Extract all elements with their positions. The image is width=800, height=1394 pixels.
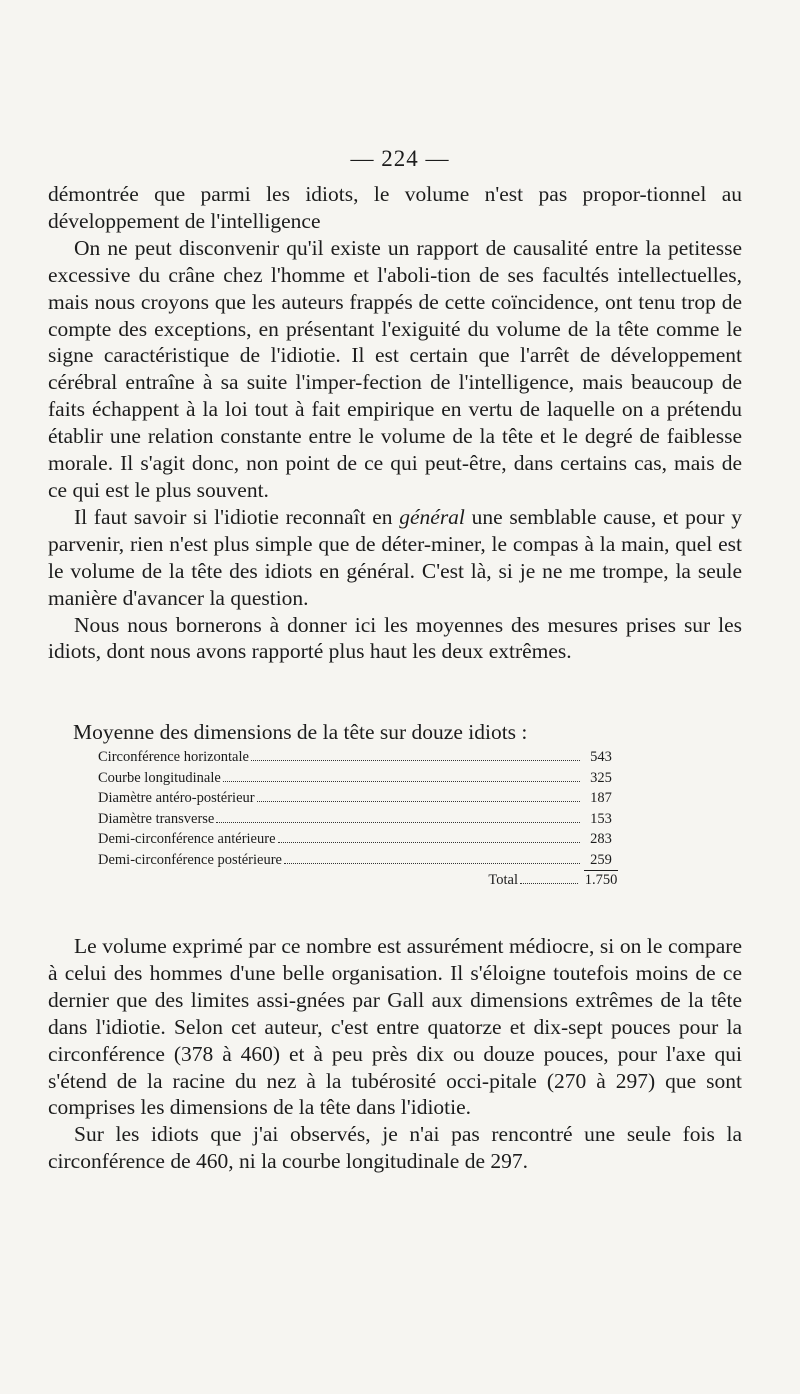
row-label: Diamètre antéro-postérieur	[98, 790, 255, 806]
table-heading: Moyenne des dimensions de la tête sur douze idiots :	[73, 720, 528, 744]
table-row	[98, 809, 618, 830]
dot-leader	[278, 842, 580, 843]
paragraph-text: Il faut savoir si l'idiotie reconnaît en	[74, 504, 400, 529]
table-row	[98, 850, 618, 871]
paragraph: On ne peut disconvenir qu'il existe un rapport de causalité entre la petitesse excessive du crâne chez l'homme et l'aboli-tion de ses facultés intellectuelles, mais nous croyons que les auteurs frappés de cette coïncidence, ont tenu trop de compte des exceptions, en présentant l'exiguité du volume de la tête comme le signe caractéristique de l'idiotie. Il est certain que l'arrêt de développement cérébral entraîne à sa suite l'imper-fection de l'intelligence, mais beaucoup de faits échappent à la loi tout à fait empirique en vertu de laquelle on a prétendu établir une relation constante entre le volume de la tête et le degré de faiblesse morale. Il s'agit donc, non point de ce qui peut-être, dans certains cas, mais de ce qui est le plus souvent.	[48, 235, 742, 502]
table-row	[98, 788, 618, 809]
dot-leader	[251, 760, 580, 761]
paragraph: Sur les idiots que j'ai observés, je n'ai pas rencontré une seule fois la circonférence de 460, ni la courbe longitudinale de 297.	[48, 1122, 742, 1174]
row-value: 283	[590, 831, 612, 847]
measurement-table	[98, 747, 618, 891]
row-label: Diamètre transverse	[98, 810, 215, 827]
dot-leader	[216, 822, 580, 823]
row-value: 325	[590, 769, 612, 786]
emphasized-word: général	[399, 504, 465, 529]
row-label: Courbe longitudinale	[98, 769, 221, 786]
row-label: Demi-circonférence postérieure	[98, 851, 282, 868]
dot-leader	[223, 781, 580, 782]
table-row	[98, 747, 618, 768]
page-number: — 224 —	[350, 146, 450, 171]
total-value: 1.750	[584, 872, 618, 888]
text-block-top	[48, 181, 742, 665]
row-value: 259	[584, 850, 618, 872]
paragraph-text: une semblable cause, et pour y parvenir, rien n'est plus simple que de déter-miner, le compas à la main, quel est le volume de la tête des idiots en général. C'est là, si je ne me trompe, la seule manière d'avancer la question.	[48, 504, 742, 610]
row-value: 543	[590, 749, 612, 765]
row-value: 187	[590, 790, 612, 806]
dot-leader	[257, 801, 580, 802]
paragraph: Le volume exprimé par ce nombre est assurément médiocre, si on le compare à celui des hommes d'une belle organisation. Il s'éloigne toutefois moins de ce dernier que des limites assi-gnées par Gall aux dimensions extrêmes de la tête dans l'idiotie. Selon cet auteur, c'est entre quatorze et dix-sept pouces pour la circonférence (378 à 460) et à peu près dix ou douze pouces, pour l'axe qui s'étend de la racine du nez à la tubérosité occi-pitale (270 à 297) que sont comprises les dimensions de la tête dans l'idiotie.	[48, 934, 742, 1120]
total-row	[98, 870, 618, 891]
row-value: 153	[590, 810, 612, 827]
table-row	[98, 768, 618, 789]
paragraph: démontrée que parmi les idiots, le volume n'est pas propor-tionnel au développement de l'intelligence	[48, 182, 742, 233]
table-row	[98, 829, 618, 850]
row-label: Demi-circonférence antérieure	[98, 831, 276, 847]
dot-leader	[520, 883, 578, 884]
paragraph	[48, 504, 742, 612]
paragraph: Nous nous bornerons à donner ici les moyennes des mesures prises sur les idiots, dont nous avons rapporté plus haut les deux extrêmes.	[48, 612, 742, 664]
row-label: Circonférence horizontale	[98, 749, 249, 765]
text-block-bottom	[48, 933, 742, 1175]
dot-leader	[284, 863, 580, 864]
total-label: Total	[488, 872, 518, 888]
